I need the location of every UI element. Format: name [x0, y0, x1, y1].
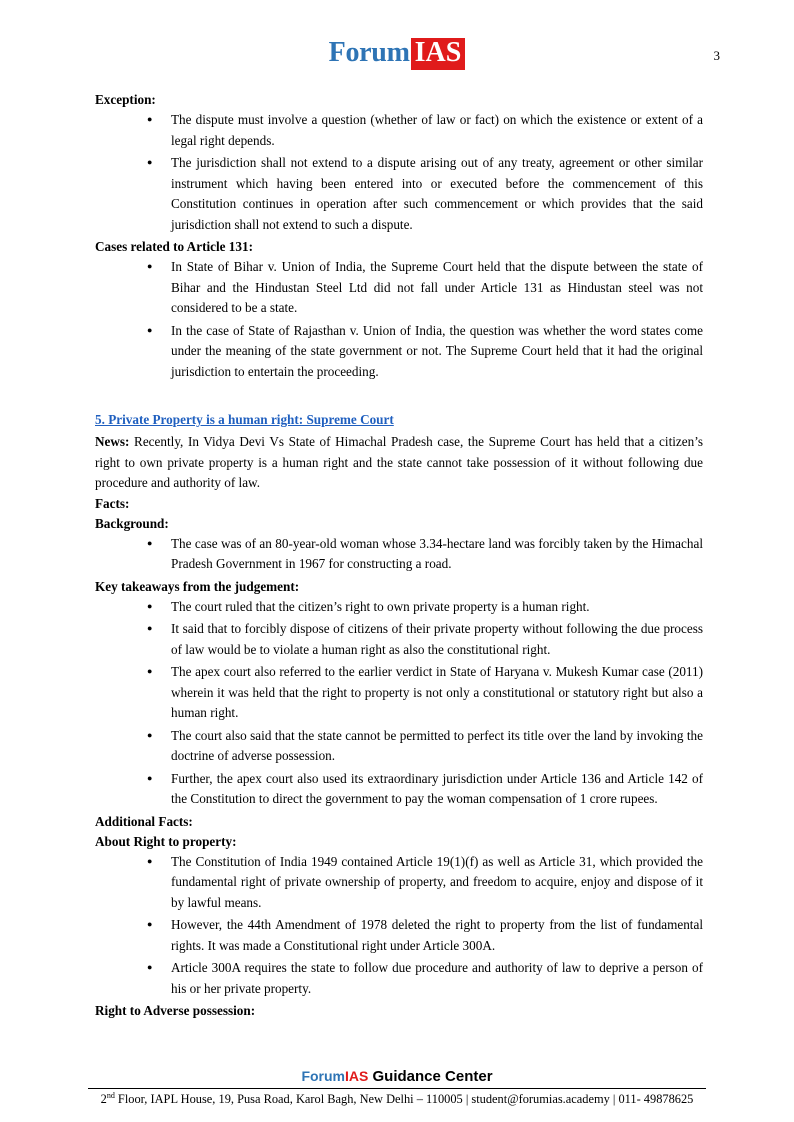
news-label: News:	[95, 434, 130, 449]
news-paragraph	[95, 432, 703, 494]
forumias-logo	[0, 38, 794, 70]
key-takeaways-bullet-list	[95, 597, 703, 810]
list-item: ● The dispute must involve a question (whether of law or fact) on which the existence or extent of a legal right depends.	[95, 110, 703, 151]
heading-facts: Facts:	[95, 495, 130, 511]
exception-bullet-list	[95, 110, 703, 235]
document-body	[95, 90, 703, 1021]
footer-ias-text: IAS	[345, 1067, 369, 1084]
list-item: ● In the case of State of Rajasthan v. Union of India, the question was whether the word states come under the meaning of the state government or not. The Supreme Court held that it had the original jurisdiction to entertain the proceeding.	[95, 321, 703, 383]
heading-cases-article-131: Cases related to Article 131:	[95, 239, 253, 254]
heading-key-takeaways: Key takeaways from the judgement:	[95, 578, 300, 594]
list-item: ● The court also said that the state cannot be permitted to perfect its title over the land by invoking the doctrine of adverse possession.	[95, 726, 703, 767]
heading-additional-facts: Additional Facts:	[95, 813, 193, 829]
footer-address-rest: Floor, IAPL House, 19, Pusa Road, Karol Bagh, New Delhi – 110005 | student@forumias.academy | 011- 49878625	[114, 1092, 694, 1107]
list-item: ● In State of Bihar v. Union of India, the Supreme Court held that the dispute between the state of Bihar and the Hindustan Steel Ltd did not fall under Article 131 as Hindustan steel was not considered to be a state.	[95, 257, 703, 319]
list-item: ● Article 300A requires the state to follow due procedure and authority of law to deprive a person of his or her private property.	[95, 958, 703, 999]
footer-divider	[88, 1088, 706, 1089]
section-spacer	[95, 384, 703, 410]
list-item: ● The Constitution of India 1949 contained Article 19(1)(f) as well as Article 31, which provided the fundamental right of private ownership of property, and freedom to acquire, enjoy and dispose of it by lawful means.	[95, 852, 703, 914]
footer-address-ordinal: nd	[106, 1091, 115, 1101]
page-number: 3	[713, 48, 720, 63]
list-item: ● Further, the apex court also used its extraordinary jurisdiction under Article 136 and Article 142 of the Constitution to direct the government to pay the woman compensation of 1 crore rupees.	[95, 769, 703, 810]
footer-forum-text: Forum	[301, 1067, 345, 1084]
heading-exception: Exception:	[95, 92, 156, 107]
footer-guidance-center-text: Guidance Center	[368, 1067, 493, 1085]
cases-bullet-list	[95, 257, 703, 382]
heading-background: Background:	[95, 515, 169, 531]
footer-brand	[88, 1068, 706, 1086]
page-header	[0, 38, 794, 78]
logo-ias-badge: IAS	[411, 38, 466, 70]
heading-right-to-adverse-possession: Right to Adverse possession:	[95, 1003, 256, 1018]
list-item: ● The jurisdiction shall not extend to a dispute arising out of any treaty, agreement or other similar instrument which having been entered into or executed before the commencement of this Constitution continues in operation after such commencement or which provides that the said jurisdiction shall not extend to such a dispute.	[95, 153, 703, 235]
footer-address	[88, 1091, 706, 1108]
section-heading-private-property-link[interactable]: 5. Private Property is a human right: Supreme Court	[95, 412, 394, 427]
news-body-text: Recently, In Vidya Devi Vs State of Himachal Pradesh case, the Supreme Court has held that a citizen’s right to own private property is a human right and the state cannot take possession of it without following due procedure and authority of law.	[95, 434, 703, 490]
list-item: ● The court ruled that the citizen’s right to own private property is a human right.	[95, 597, 703, 618]
list-item: ● However, the 44th Amendment of 1978 deleted the right to property from the list of fundamental rights. It was made a Constitutional right under Article 300A.	[95, 915, 703, 956]
about-right-bullet-list	[95, 852, 703, 1000]
list-item: ● The apex court also referred to the earlier verdict in State of Haryana v. Mukesh Kumar case (2011) wherein it was held that the right to property is not only a constitutional or statutory right but also a human right.	[95, 662, 703, 724]
background-bullet-list	[95, 534, 703, 575]
page-footer	[88, 1068, 706, 1108]
list-item: ● It said that to forcibly dispose of citizens of their private property without following the due process of law would be to violate a human right as also the constitutional right.	[95, 619, 703, 660]
list-item: ● The case was of an 80-year-old woman whose 3.34-hectare land was forcibly taken by the Himachal Pradesh Government in 1967 for constructing a road.	[95, 534, 703, 575]
logo-forum-text: Forum	[328, 37, 410, 68]
heading-about-right-to-property: About Right to property:	[95, 833, 237, 849]
footer-address-number: 2	[100, 1092, 107, 1107]
